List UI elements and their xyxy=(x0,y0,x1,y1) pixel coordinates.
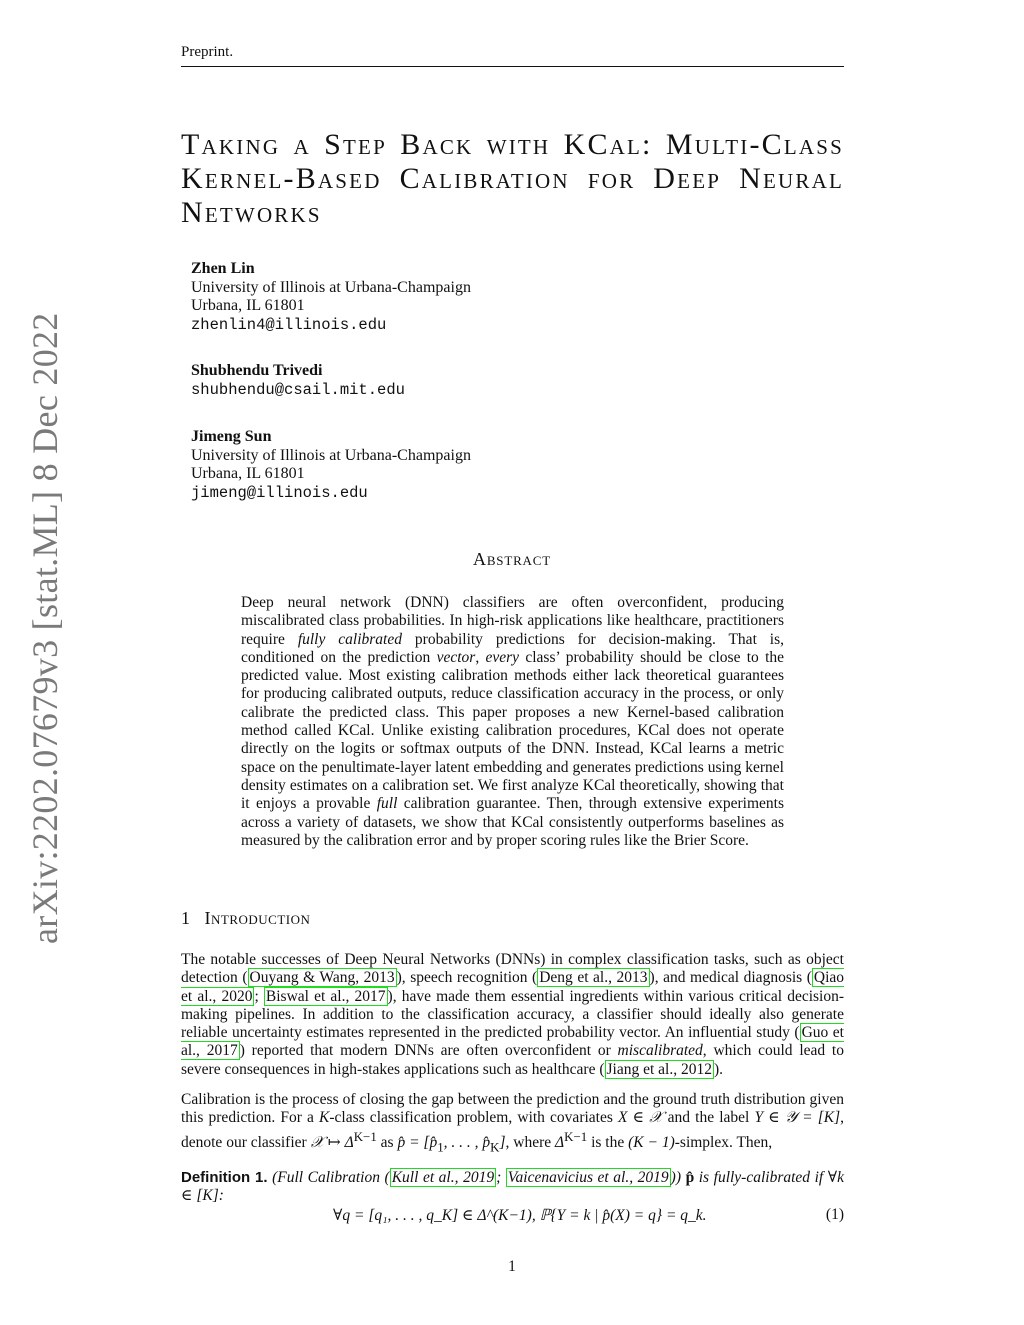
citation-link[interactable]: Guo et al., 2017 xyxy=(181,1024,844,1060)
section-number: 1 xyxy=(181,908,191,928)
citation-link[interactable]: Kull et al., 2019 xyxy=(391,1169,495,1186)
section-heading-introduction xyxy=(181,908,310,929)
author-location: Urbana, IL 61801 xyxy=(191,297,305,314)
author-email[interactable]: shubhendu@csail.mit.edu xyxy=(191,380,405,399)
definition-1: Definition 1. (Full Calibration ( Kull et al., 2019 ; Vaicenavicius et al., 2019 )) p̂ is fully-calibrated if ∀k ∈ [K]: xyxy=(181,1169,845,1205)
author-name: Shubhendu Trivedi xyxy=(191,362,323,379)
arxiv-stamp[interactable]: arXiv:2202.07679v3 [stat.ML] 8 Dec 2022 xyxy=(25,312,65,944)
title-line-1: Taking a Step Back with KCal: Multi-Class xyxy=(181,128,844,161)
citation-link[interactable]: Vaicenavicius et al., 2019 xyxy=(507,1169,669,1186)
author-email[interactable]: jimeng@illinois.edu xyxy=(191,483,368,502)
citation-link[interactable]: Qiao et al., 2020 xyxy=(181,969,845,1005)
author-name: Zhen Lin xyxy=(191,260,255,277)
equation-text: ∀q = [q₁, . . . , q_K] ∈ Δ^(K−1), ℙ{Y = k | p̂(X) = q} = q_k. xyxy=(333,1207,707,1224)
abstract-body: Deep neural network (DNN) classifiers are often overconfident, producing miscalibrated class probabilities. In high-risk applications like healthcare, practitioners require fully calibrated probability predictions for decision-making. That is, conditioned on the prediction vector, every class’ probability should be close to the predicted value. Most existing calibration methods either lack theoretical guarantees for producing calibrated outputs, reduce classification accuracy in the process, or only calibrate the predicted class. This paper proposes a new Kernel-based calibration method called KCal. Unlike existing calibration procedures, KCal does not operate directly on the logits or softmax outputs of the DNN. Instead, KCal learns a metric space on the penultimate-layer latent embedding and generates predictions using kernel density estimates on a calibration set. We first analyze KCal theoretically, showing that it enjoys a provable full calibration guarantee. Then, through extensive experiments across a variety of datasets, we show that KCal consistently outperforms baselines as measured by the calibration error and by proper scoring rules like the Brier Score. xyxy=(241,594,785,849)
citation-link[interactable]: Deng et al., 2013 xyxy=(539,969,648,987)
citation-link[interactable]: Biswal et al., 2017 xyxy=(265,987,386,1005)
citation-link[interactable]: Jiang et al., 2012 xyxy=(606,1060,712,1078)
author-block-1 xyxy=(191,260,471,334)
intro-paragraph-2: Calibration is the process of closing the gap between the prediction and the ground truth distribution given this prediction. For a K-class classification problem, with covariates X ∈ 𝒳 and the label Y ∈ 𝒴 = [K], denote our classifier 𝒳 ↦ $\Delta^{K-1}$ as p̂ = [$p̂_1$, . . . , $p̂_K$], where $\Delta^{K-1}$ is the (K − 1)-simplex. Then, xyxy=(181,1091,844,1154)
section-title: Introduction xyxy=(204,908,311,928)
author-block-3 xyxy=(191,428,471,502)
page-number: 1 xyxy=(508,1258,516,1275)
title-line-2: Kernel-Based Calibration for Deep Neural xyxy=(181,162,844,195)
intro-paragraph-1: The notable successes of Deep Neural Networks (DNNs) in complex classification tasks, such as object detection ( Ouyang & Wang, 2013 ), speech recognition ( Deng et al., 2013 ), and medical diagnosis ( Qiao et al., 2020 ; Biswal et al., 2017 ), have made them essential ingredients within various critical decision-making pipelines. In addition to the classification accuracy, a classifier should ideally also generate reliable uncertainty estimates represented in the predicted probability vector. An influential study ( Guo et al., 2017 ) reported that modern DNNs are often overconfident or miscalibrated, which could lead to severe consequences in high-stakes applications such as healthcare ( Jiang et al., 2012 ). xyxy=(181,951,845,1078)
author-affiliation: University of Illinois at Urbana-Champaign xyxy=(191,446,471,464)
author-email[interactable]: zhenlin4@illinois.edu xyxy=(191,315,387,334)
running-header: Preprint. xyxy=(181,44,234,60)
author-location: Urbana, IL 61801 xyxy=(191,465,305,482)
title-line-3: Networks xyxy=(181,196,322,229)
paper-title xyxy=(181,128,844,230)
definition-label: Definition 1. xyxy=(181,1169,268,1186)
abstract-heading: Abstract xyxy=(473,549,551,569)
equation-1 xyxy=(181,1206,844,1226)
author-name: Jimeng Sun xyxy=(191,428,272,445)
header-rule xyxy=(181,66,844,67)
equation-number: (1) xyxy=(825,1206,844,1223)
author-block-2 xyxy=(191,362,405,399)
citation-link[interactable]: Ouyang & Wang, 2013 xyxy=(249,969,395,987)
author-affiliation: University of Illinois at Urbana-Champaign xyxy=(191,278,471,296)
